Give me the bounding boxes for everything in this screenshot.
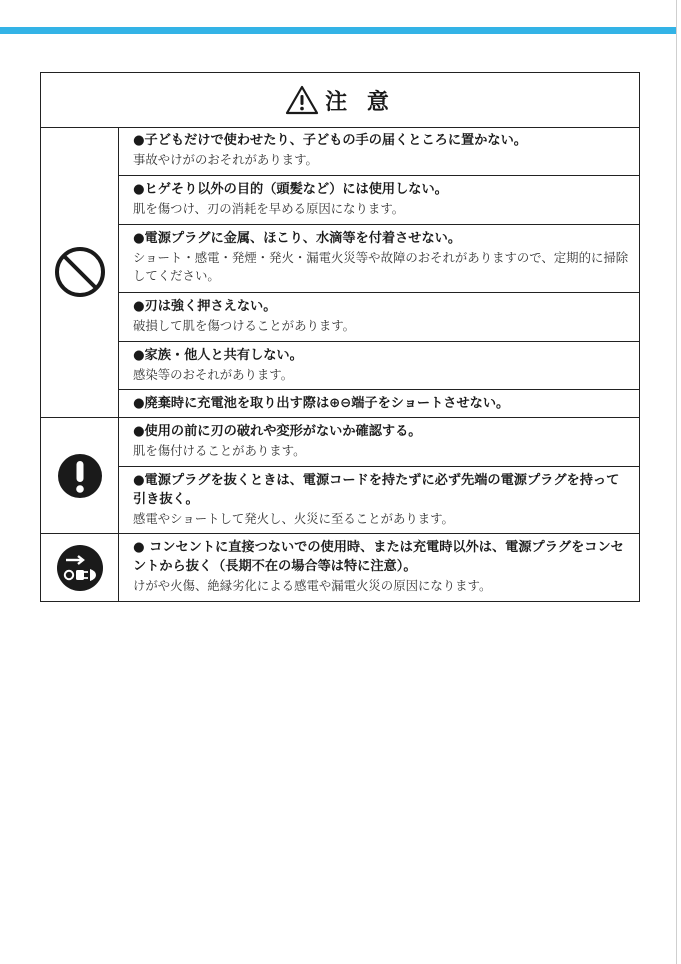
item-desc: ショート・感電・発煙・発火・漏電火災等や故障のおそれがありますので、定期的に掃除してください。	[133, 250, 629, 283]
mandatory-item-2	[119, 467, 639, 534]
item-desc: 破損して肌を傷つけることがあります。	[133, 318, 356, 333]
caution-header	[41, 73, 639, 128]
item-title: ●使用の前に刃の破れや変形がないか確認する。	[133, 424, 422, 439]
caution-title: 注 意	[325, 89, 395, 115]
item-title: ●ヒゲそり以外の目的（頭髪など）には使用しない。	[133, 182, 448, 197]
item-title: ●家族・他人と共有しない。	[133, 348, 303, 363]
prohibited-item-1	[119, 127, 639, 176]
warning-triangle-icon	[285, 85, 319, 115]
prohibited-icon-cell	[41, 127, 119, 418]
exclamation-icon	[57, 453, 103, 499]
item-title: ●電源プラグに金属、ほこり、水滴等を付着させない。	[133, 231, 462, 246]
item-desc: 肌を傷つけ、刃の消耗を早める原因になります。	[133, 201, 405, 216]
mandatory-item-1	[119, 418, 639, 467]
item-title: ●刃は強く押さえない。	[133, 299, 277, 314]
item-title: ●子どもだけで使わせたり、子どもの手の届くところに置かない。	[133, 133, 527, 148]
caution-table	[40, 72, 640, 602]
item-desc: 事故やけがのおそれがあります。	[133, 152, 318, 167]
unplug-icon-cell	[41, 534, 119, 601]
unplug-icon	[56, 544, 104, 592]
prohibition-icon	[53, 245, 107, 299]
prohibited-item-6	[119, 390, 639, 418]
item-desc: 感電やショートして発火し、火災に至ることがあります。	[133, 511, 454, 526]
prohibited-item-3	[119, 225, 639, 293]
item-title: ●廃棄時に充電池を取り出す際は⊕⊖端子をショートさせない。	[133, 396, 510, 411]
top-accent-bar	[0, 27, 676, 34]
item-desc: けがや火傷、絶縁劣化による感電や漏電火災の原因になります。	[133, 578, 492, 593]
item-desc: 肌を傷付けることがあります。	[133, 443, 306, 458]
mandatory-icon-cell	[41, 418, 119, 534]
item-title: ●電源プラグを抜くときは、電源コードを持たずに必ず先端の電源プラグを持って引き抜く。	[133, 473, 620, 507]
prohibited-item-4	[119, 293, 639, 342]
unplug-item-1	[119, 534, 639, 601]
item-title: ● コンセントに直接つないでの使用時、または充電時以外は、電源プラグをコンセントから抜く（長期不在の場合等は特に注意）。	[133, 540, 624, 574]
prohibited-item-2	[119, 176, 639, 225]
item-desc: 感染等のおそれがあります。	[133, 367, 294, 382]
prohibited-item-5	[119, 342, 639, 390]
page-edge-line	[676, 0, 677, 964]
